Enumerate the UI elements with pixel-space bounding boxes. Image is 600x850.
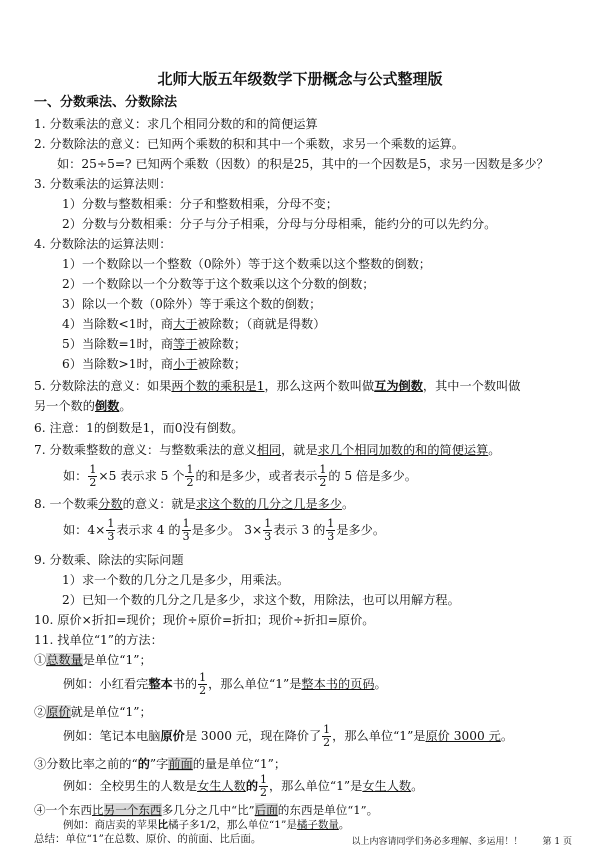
underlined-term: 总数量 xyxy=(46,653,83,667)
underlined-term: 倒数 xyxy=(94,399,120,413)
text-line: 2）分数与分数相乘：分子与分子相乘，分母与分母相乘，能约分的可以先约分。 xyxy=(62,217,497,231)
underlined-term: 求几个相同加数的和的简便运算 xyxy=(317,443,489,457)
text-line: 11. 找单位“1”的方法： xyxy=(34,633,163,647)
text-line: 6. 注意：1的倒数是1，而0没有倒数。 xyxy=(34,421,244,435)
text-line: 7. 分数乘整数的意义：与整数乘法的意义相同，就是求几个相同加数的和的简便运算。 xyxy=(34,443,501,457)
text-line: 4）当除数<1时，商大于被除数；（商就是得数） xyxy=(62,317,326,331)
text-line: 如：25÷5=? 已知两个乘数（因数）的积是25，其中的一个因数是5，求另一因数是多少？ xyxy=(57,157,549,171)
text-line: 2. 分数除法的意义：已知两个乘数的积和其中一个乘数，求另一个乘数的运算。 xyxy=(34,137,464,151)
fraction: $\frac{1}{2}$ xyxy=(186,463,194,489)
example-line: 例如：小红看完整本书的 $\frac{1}{2}$ ，那么单位“1”是整本书的页码。 xyxy=(63,671,387,697)
underlined-term: 大于 xyxy=(173,317,198,331)
text-line: 3）除以一个数（0除外）等于乘这个数的倒数； xyxy=(62,297,322,311)
underlined-term: 小于 xyxy=(173,357,198,371)
text-line: 5. 分数除法的意义：如果两个数的乘积是1，那么这两个数叫做互为倒数，其中一个数叫做 xyxy=(34,379,521,393)
fraction: $\frac{1}{3}$ xyxy=(107,517,115,543)
fraction: $\frac{1}{3}$ xyxy=(264,517,272,543)
page-footer xyxy=(332,834,572,847)
text-line: 8. 一个数乘分数的意义：就是求这个数的几分之几是多少。 xyxy=(34,497,355,511)
text-line: 1）一个数除以一个整数（0除外）等于这个数乘以这个整数的倒数； xyxy=(62,257,431,271)
underlined-term: 原价 3000 元 xyxy=(425,729,501,743)
example-line: 例如：全校男生的人数是女生人数的 $\frac{1}{2}$ ，那么单位“1”是女生人数。 xyxy=(63,773,424,799)
fraction: $\frac{1}{3}$ xyxy=(327,517,335,543)
page-number: 第 1 页 xyxy=(542,837,572,847)
example-line: 如： $\frac{1}{2}$ ×5 表示求 5 个 $\frac{1}{2}$ 的和是多少，或者表示 $\frac{1}{2}$ 的 5 倍是多少。 xyxy=(63,463,417,489)
example-line: 如：4× $\frac{1}{3}$ 表示求 4 的 $\frac{1}{3}$ 是多少。 3× $\frac{1}{3}$ 表示 3 的 $\frac{1}{3}$ 是多少。 xyxy=(63,517,386,543)
underlined-term: 女生人数 xyxy=(197,779,246,793)
underlined-term: 互为倒数 xyxy=(374,379,423,393)
text-line: ②原价就是单位“1”； xyxy=(34,705,152,719)
fraction: $\frac{1}{2}$ xyxy=(89,463,97,489)
text-line: 1）分数与整数相乘：分子和整数相乘，分母不变； xyxy=(62,197,338,211)
text-line: 4. 分数除法的运算法则： xyxy=(34,237,172,251)
underlined-term: 前面 xyxy=(168,757,193,771)
underlined-term: 另一个东西 xyxy=(103,803,162,817)
fraction: $\frac{1}{3}$ xyxy=(182,517,190,543)
footer-note: 以上内容请同学们务必多理解、多运用！！ xyxy=(351,837,523,847)
underlined-term: 求这个数的几分之几是多少 xyxy=(195,497,343,511)
text-line: 10. 原价×折扣=现价；现价÷原价=折扣；现价÷折扣=原价。 xyxy=(34,613,375,627)
fraction: $\frac{1}{2}$ xyxy=(199,671,207,697)
underlined-term: 分数 xyxy=(98,497,123,511)
text-line: 3. 分数乘法的运算法则： xyxy=(34,177,172,191)
underlined-term: 相同 xyxy=(256,443,282,457)
fraction: $\frac{1}{2}$ xyxy=(260,773,267,799)
underlined-term: 整本书的页码 xyxy=(301,677,375,691)
text-line: 1）求一个数的几分之几是多少，用乘法。 xyxy=(62,573,290,587)
text-line: 2）已知一个数的几分之几是多少，求这个数，用除法，也可以用解方程。 xyxy=(62,593,460,607)
section-heading: 一、分数乘法、分数除法 xyxy=(34,95,178,110)
underlined-term: 女生人数 xyxy=(362,779,412,793)
summary-line: 总结：单位“1”在总数、原价、的前面、比后面。 xyxy=(34,833,262,845)
text-line: 1. 分数乘法的意义：求几个相同分数的和的简便运算 xyxy=(34,117,318,131)
text-line: 6）当除数>1时，商小于被除数； xyxy=(62,357,247,371)
fraction: $\frac{1}{2}$ xyxy=(323,723,331,749)
text-line: ①总数量是单位“1”； xyxy=(34,653,152,667)
fraction: $\frac{1}{2}$ xyxy=(319,463,327,489)
underlined-term: 后面 xyxy=(254,803,278,817)
underlined-term: 两个数的乘积是1 xyxy=(171,379,265,393)
example-line: 例如：商店卖的苹果比橘子多1/2，那么单位“1”是橘子数量。 xyxy=(63,819,350,831)
text-line: 9. 分数乘、除法的实际问题 xyxy=(34,553,184,567)
text-line: ④一个东西比另一个东西多几分之几中“比”后面的东西是单位“1”。 xyxy=(34,803,379,817)
text-line: 另一个数的倒数。 xyxy=(34,399,132,413)
example-line: 例如：笔记本电脑原价是 3000 元，现在降价了 $\frac{1}{2}$ ，那么单位“1”是原价 3000 元。 xyxy=(63,723,513,749)
text-line: ③分数比率之前的“的”字前面的量是单位“1”； xyxy=(34,757,287,771)
text-line: 5）当除数=1时，商等于被除数； xyxy=(62,337,247,351)
text-line: 2）一个数除以一个分数等于这个数乘以这个分数的倒数； xyxy=(62,277,375,291)
page-title: 北师大版五年级数学下册概念与公式整理版 xyxy=(157,70,443,88)
underlined-term: 等于 xyxy=(173,337,198,351)
underlined-term: 橘子数量 xyxy=(296,819,339,831)
underlined-term: 原价 xyxy=(46,705,71,719)
